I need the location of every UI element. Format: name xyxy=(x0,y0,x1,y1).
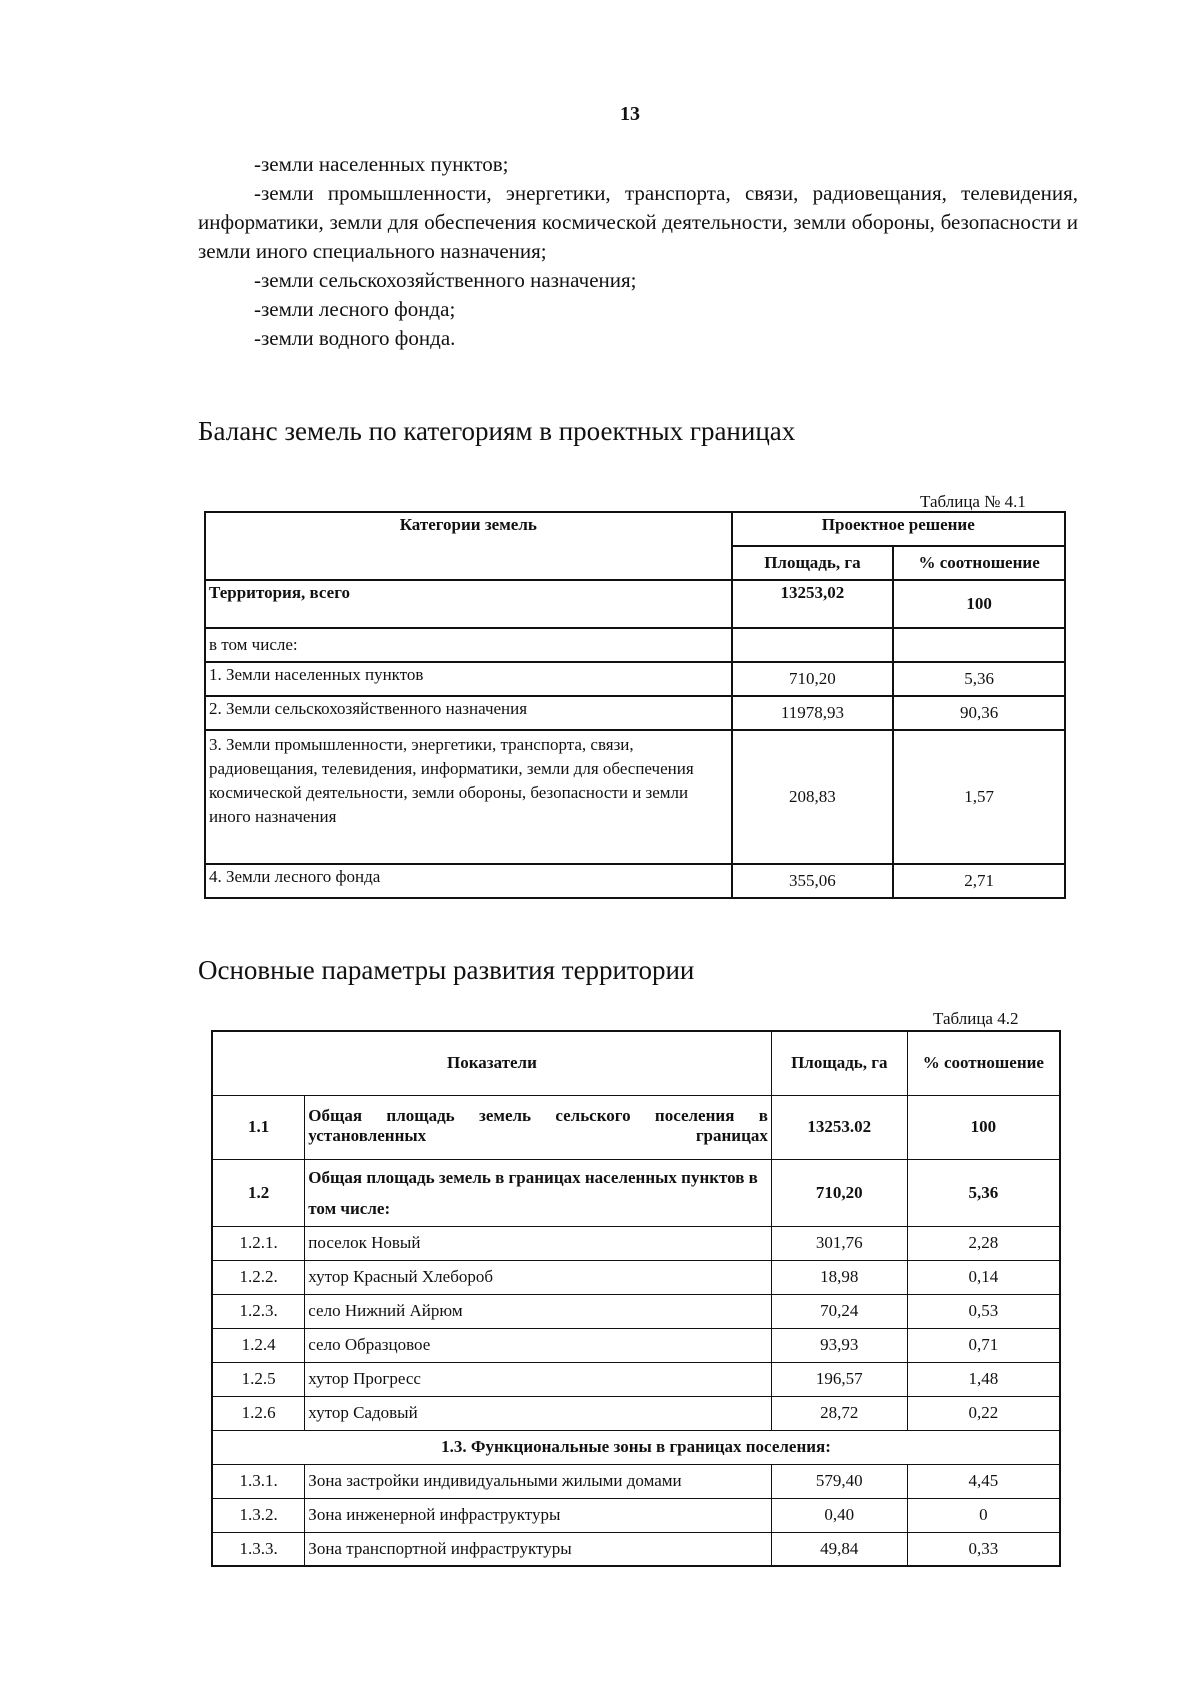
header-area: Площадь, га xyxy=(732,546,894,580)
section-title-development-params: Основные параметры развития территории xyxy=(198,955,695,985)
row-percent: 5,36 xyxy=(907,1159,1060,1226)
row-num: 1.2.3. xyxy=(212,1294,305,1328)
intro-item: -земли промышленности, энергетики, транспорта, связи, радиовещания, телевидения, информатики, земли для обеспечения космической деятельности, земли обороны, безопасности и земли иного специального назначения; xyxy=(198,181,1078,263)
table-row xyxy=(205,730,1065,864)
row-area: 18,98 xyxy=(771,1260,907,1294)
row-label: Зона инженерной инфраструктуры xyxy=(305,1498,772,1532)
row-label: 3. Земли промышленности, энергетики, транспорта, связи, радиовещания, телевидения, информатики, земли для обеспечения космической деятельности, земли обороны, безопасности и земли иного назначения xyxy=(205,730,732,864)
table-row xyxy=(212,1498,1060,1532)
header-percent: % соотношение xyxy=(893,546,1065,580)
row-percent: 2,71 xyxy=(893,864,1065,898)
row-area: 208,83 xyxy=(732,730,894,864)
table-row xyxy=(212,1260,1060,1294)
table-caption-4-2: Таблица 4.2 xyxy=(933,1009,1019,1028)
row-area: 13253,02 xyxy=(732,580,894,628)
table-row xyxy=(212,1159,1060,1226)
row-percent: 2,28 xyxy=(907,1226,1060,1260)
row-area: 11978,93 xyxy=(732,696,894,730)
row-area: 301,76 xyxy=(771,1226,907,1260)
row-area: 579,40 xyxy=(771,1464,907,1498)
row-label: поселок Новый xyxy=(305,1226,772,1260)
row-percent: 0,14 xyxy=(907,1260,1060,1294)
table-row xyxy=(212,1095,1060,1159)
row-label: село Образцовое xyxy=(305,1328,772,1362)
row-label: 1. Земли населенных пунктов xyxy=(205,662,732,696)
intro-item: -земли населенных пунктов; xyxy=(254,152,509,176)
row-area: 0,40 xyxy=(771,1498,907,1532)
row-label: 2. Земли сельскохозяйственного назначения xyxy=(205,696,732,730)
table-caption-4-1: Таблица № 4.1 xyxy=(920,492,1026,511)
table-row xyxy=(212,1362,1060,1396)
row-num: 1.2.1. xyxy=(212,1226,305,1260)
table-row xyxy=(212,1328,1060,1362)
row-percent: 90,36 xyxy=(893,696,1065,730)
row-label: Территория, всего xyxy=(205,580,732,628)
intro-item: -земли сельскохозяйственного назначения; xyxy=(254,268,637,292)
row-area: 355,06 xyxy=(732,864,894,898)
table-row xyxy=(205,628,1065,662)
header-indicators: Показатели xyxy=(212,1031,771,1095)
row-area: 13253.02 xyxy=(771,1095,907,1159)
table-row xyxy=(212,1396,1060,1430)
row-label: село Нижний Айрюм xyxy=(305,1294,772,1328)
row-area: 710,20 xyxy=(771,1159,907,1226)
row-label: хутор Прогресс xyxy=(305,1362,772,1396)
row-percent: 4,45 xyxy=(907,1464,1060,1498)
table-row xyxy=(212,1226,1060,1260)
row-area: 70,24 xyxy=(771,1294,907,1328)
row-percent: 0,53 xyxy=(907,1294,1060,1328)
row-percent: 100 xyxy=(907,1095,1060,1159)
row-percent: 100 xyxy=(893,580,1065,628)
land-balance-table xyxy=(204,511,1066,899)
intro-item: -земли водного фонда. xyxy=(254,326,456,350)
row-area: 49,84 xyxy=(771,1532,907,1566)
intro-list xyxy=(198,150,1078,353)
page-number: 13 xyxy=(620,103,640,125)
row-num: 1.3.1. xyxy=(212,1464,305,1498)
row-num: 1.2.2. xyxy=(212,1260,305,1294)
header-percent: % соотношение xyxy=(907,1031,1060,1095)
table-subsection-row xyxy=(212,1430,1060,1464)
section-title-land-balance: Баланс земель по категориям в проектных границах xyxy=(198,416,796,446)
row-percent: 5,36 xyxy=(893,662,1065,696)
header-area: Площадь, га xyxy=(771,1031,907,1095)
row-num: 1.2.5 xyxy=(212,1362,305,1396)
row-num: 1.3.3. xyxy=(212,1532,305,1566)
row-percent: 0,22 xyxy=(907,1396,1060,1430)
row-percent: 1,48 xyxy=(907,1362,1060,1396)
row-label: Общая площадь земель в границах населенных пунктов в том числе: xyxy=(305,1159,772,1226)
row-num: 1.2.4 xyxy=(212,1328,305,1362)
table-row xyxy=(205,662,1065,696)
row-area: 93,93 xyxy=(771,1328,907,1362)
table-row xyxy=(212,1294,1060,1328)
row-area: 196,57 xyxy=(771,1362,907,1396)
development-params-table xyxy=(211,1030,1061,1567)
row-label: 4. Земли лесного фонда xyxy=(205,864,732,898)
row-label: хутор Красный Хлебороб xyxy=(305,1260,772,1294)
table-row xyxy=(205,580,1065,628)
row-label: Общая площадь земель сельского поселения в установленных границах xyxy=(305,1095,772,1159)
header-category: Категории земель xyxy=(205,512,732,580)
row-num: 1.3.2. xyxy=(212,1498,305,1532)
table-row xyxy=(205,864,1065,898)
table-row xyxy=(212,1532,1060,1566)
row-area: 28,72 xyxy=(771,1396,907,1430)
intro-item: -земли лесного фонда; xyxy=(254,297,456,321)
row-percent: 0,71 xyxy=(907,1328,1060,1362)
subsection-title: 1.3. Функциональные зоны в границах поселения: xyxy=(212,1430,1060,1464)
row-label: Зона транспортной инфраструктуры xyxy=(305,1532,772,1566)
row-percent: 0 xyxy=(907,1498,1060,1532)
row-percent: 1,57 xyxy=(893,730,1065,864)
row-num: 1.2 xyxy=(212,1159,305,1226)
row-area: 710,20 xyxy=(732,662,894,696)
row-percent: 0,33 xyxy=(907,1532,1060,1566)
row-label: в том числе: xyxy=(205,628,732,662)
row-area xyxy=(732,628,894,662)
header-project: Проектное решение xyxy=(732,512,1065,546)
row-label: Зона застройки индивидуальными жилыми домами xyxy=(305,1464,772,1498)
row-percent xyxy=(893,628,1065,662)
row-num: 1.2.6 xyxy=(212,1396,305,1430)
row-label: хутор Садовый xyxy=(305,1396,772,1430)
table-row xyxy=(205,696,1065,730)
table-row xyxy=(212,1464,1060,1498)
row-num: 1.1 xyxy=(212,1095,305,1159)
